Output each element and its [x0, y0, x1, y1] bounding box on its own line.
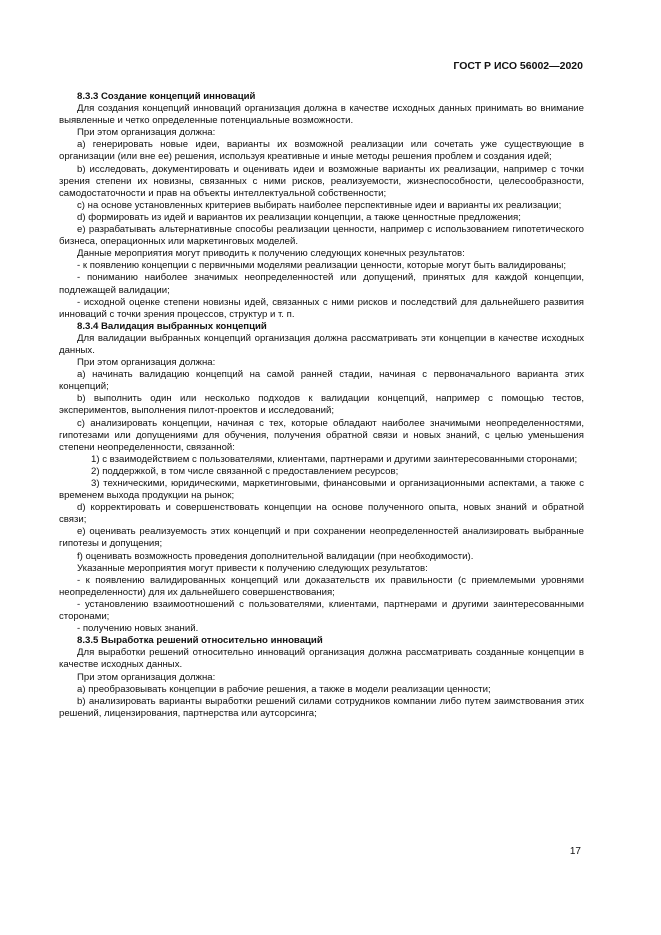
- paragraph: c) анализировать концепции, начиная с тех, которые обладают наиболее значимыми неопределенностями, гипотезами или допущениями для обучения, получения обратной связи и новых знаний, с целью уменьшения степени неопределенности, связанной:: [59, 417, 584, 453]
- paragraph: b) выполнить один или несколько подходов к валидации концепций, например с помощью тестов, экспериментов, выполнения пилот-проектов и исследований;: [59, 393, 584, 417]
- paragraph: - установлению взаимоотношений с пользователями, клиентами, партнерами и другими заинтересованными сторонами;: [59, 598, 584, 623]
- paragraph: c) на основе установленных критериев выбирать наиболее перспективные идеи и варианты их реализации;: [77, 199, 562, 211]
- paragraph: f) оценивать возможность проведения дополнительной валидации (при необходимости).: [77, 550, 474, 562]
- paragraph: При этом организация должна:: [77, 671, 216, 683]
- paragraph: a) преобразовывать концепции в рабочие решения, а также в модели реализации ценности;: [77, 683, 491, 695]
- paragraph: b) анализировать варианты выработки решений силами сотрудников компании либо путем заимствования этих решений, лицензирования, партнерства или аутсорсинга;: [59, 695, 584, 719]
- paragraph: - получению новых знаний.: [77, 623, 199, 635]
- paragraph: a) начинать валидацию концепций на самой ранней стадии, начиная с первоначального варианта этих концепций;: [59, 369, 584, 393]
- paragraph: b) исследовать, документировать и оценивать идеи и возможные варианты их реализации, например с точки зрения степени их новизны, связанных с ними рисков, реализуемости, жизнеспособности, целесообразности, самодостаточности и прав на объекты интеллектуальной собственности;: [59, 163, 584, 199]
- paragraph: - пониманию наиболее значимых неопределенностей или допущений, принятых для каждой концепции, подлежащей валидации;: [59, 272, 584, 296]
- paragraph: e) оценивать реализуемость этих концепций и при сохранении неопределенностей анализировать выбранные гипотезы и допущения;: [59, 526, 584, 550]
- paragraph: Указанные мероприятия могут привести к получению следующих результатов:: [77, 562, 428, 574]
- paragraph: Для валидации выбранных концепций организация должна рассматривать эти концепции в качестве исходных данных.: [59, 332, 584, 356]
- section-heading: 8.3.3 Создание концепций инноваций: [77, 91, 256, 102]
- paragraph: d) формировать из идей и вариантов их реализации концепции, а также ценностные предложения;: [77, 211, 521, 223]
- section-heading: 8.3.4 Валидация выбранных концепций: [77, 320, 267, 332]
- paragraph: 1) с взаимодействием с пользователями, клиентами, партнерами и другими заинтересованными сторонами;: [91, 453, 578, 465]
- paragraph: - исходной оценке степени новизны идей, связанных с ними рисков и последствий для дальнейшего развития инноваций с точки зрения процессов, структур и т. п.: [59, 296, 584, 320]
- paragraph: a) генерировать новые идеи, варианты их возможной реализации или сочетать уже существующие в организации (или вне ее) решения, используя креативные и иные методы решения проблем и создания идей;: [59, 139, 584, 163]
- paragraph: - к появлению валидированных концепций или доказательств их правильности (с приемлемыми уровнями неопределенности) для их дальнейшего совершенствования;: [59, 574, 584, 598]
- paragraph: Данные мероприятия могут приводить к получению следующих конечных результатов:: [77, 248, 465, 260]
- section-heading: 8.3.5 Выработка решений относительно инноваций: [77, 635, 323, 647]
- paragraph: 2) поддержкой, в том числе связанной с предоставлением ресурсов;: [91, 465, 399, 477]
- paragraph: d) корректировать и совершенствовать концепции на основе полученного опыта, новых знаний и обратной связи;: [59, 502, 584, 526]
- document-body: [59, 91, 584, 720]
- paragraph: 3) техническими, юридическими, маркетинговыми, финансовыми и организационными аспектами, а также с временем выхода продукции на рынок;: [59, 478, 584, 502]
- paragraph: Для выработки решений относительно инноваций организация должна рассматривать созданные концепции в качестве исходных данных.: [59, 647, 584, 671]
- page-number: 17: [569, 846, 581, 857]
- paragraph: При этом организация должна:: [77, 127, 216, 139]
- paragraph: При этом организация должна:: [77, 357, 216, 369]
- paragraph: Для создания концепций инноваций организация должна в качестве исходных данных принимать во внимание выявленные и четко определенные потенциальные возможности.: [59, 103, 584, 127]
- paragraph: e) разрабатывать альтернативные способы реализации ценности, например с использованием гипотетического бизнеса, операционных или маркетинговых моделей.: [59, 224, 584, 248]
- paragraph: - к появлению концепции с первичными моделями реализации ценности, которые могут быть валидированы;: [77, 260, 567, 272]
- document-header: ГОСТ Р ИСО 56002—2020: [453, 60, 583, 72]
